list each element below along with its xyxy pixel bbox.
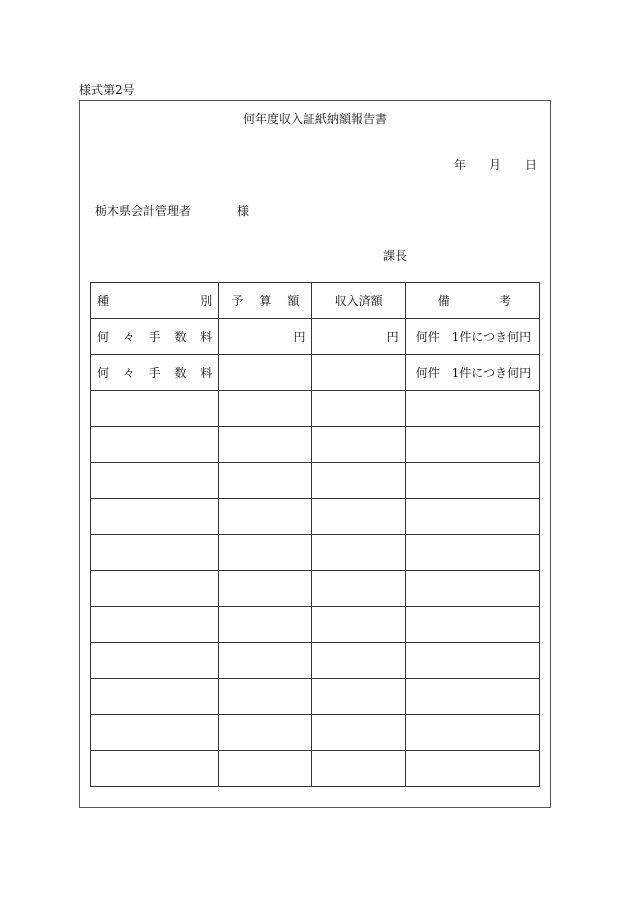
- category-char: 手: [148, 366, 161, 380]
- empty-cell: [405, 751, 539, 787]
- table-row-empty: [91, 571, 540, 607]
- empty-cell: [91, 679, 219, 715]
- empty-cell: [219, 679, 312, 715]
- table-row-empty: [91, 463, 540, 499]
- header-remarks-char: 考: [498, 294, 511, 308]
- empty-cell: [219, 571, 312, 607]
- empty-cell: [219, 751, 312, 787]
- empty-cell: [219, 463, 312, 499]
- empty-cell: [219, 607, 312, 643]
- addressee-honorific: 様: [237, 204, 250, 218]
- empty-cell: [219, 427, 312, 463]
- empty-cell: [219, 715, 312, 751]
- empty-cell: [405, 463, 539, 499]
- empty-cell: [91, 607, 219, 643]
- header-category: [91, 283, 219, 319]
- empty-cell: [91, 391, 219, 427]
- row-received: [312, 355, 405, 391]
- header-category-char: 種: [97, 294, 110, 308]
- category-char: 何: [97, 330, 110, 344]
- table-row-empty: [91, 535, 540, 571]
- header-received: 収入済額: [312, 283, 405, 319]
- row-category: [91, 355, 219, 391]
- empty-cell: [312, 643, 405, 679]
- empty-cell: [219, 643, 312, 679]
- category-char: 々: [122, 366, 135, 380]
- row-remarks: 何件 1件につき何円: [405, 319, 539, 355]
- empty-cell: [405, 571, 539, 607]
- category-char: 数: [174, 366, 187, 380]
- date-month-label: 月: [489, 158, 502, 172]
- sender-title: 課長: [383, 249, 408, 263]
- row-received: 円: [312, 319, 405, 355]
- header-remarks-char: 備: [437, 294, 450, 308]
- empty-cell: [312, 679, 405, 715]
- category-char: 料: [200, 330, 213, 344]
- empty-cell: [312, 715, 405, 751]
- date-day-label: 日: [525, 158, 538, 172]
- empty-cell: [405, 535, 539, 571]
- table-row-empty: [91, 679, 540, 715]
- date-year-label: 年: [454, 158, 467, 172]
- table-row-empty: [91, 427, 540, 463]
- header-budget: [219, 283, 312, 319]
- empty-cell: [405, 679, 539, 715]
- empty-cell: [405, 427, 539, 463]
- row-budget: [219, 355, 312, 391]
- empty-cell: [312, 571, 405, 607]
- header-category-char: 別: [200, 294, 213, 308]
- empty-cell: [91, 751, 219, 787]
- row-remarks: 何件 1件につき何円: [405, 355, 539, 391]
- ledger-table: [90, 282, 540, 787]
- empty-cell: [91, 499, 219, 535]
- table-row-empty: [91, 499, 540, 535]
- empty-cell: [312, 391, 405, 427]
- category-char: 数: [174, 330, 187, 344]
- header-budget-char: 額: [287, 294, 300, 308]
- empty-cell: [312, 499, 405, 535]
- empty-cell: [91, 643, 219, 679]
- empty-cell: [91, 571, 219, 607]
- table-row: [91, 319, 540, 355]
- empty-cell: [219, 391, 312, 427]
- table-row-empty: [91, 643, 540, 679]
- empty-cell: [405, 715, 539, 751]
- row-category: [91, 319, 219, 355]
- header-budget-char: 算: [259, 294, 272, 308]
- empty-cell: [312, 427, 405, 463]
- header-budget-char: 予: [231, 294, 244, 308]
- table-header-row: [91, 283, 540, 319]
- header-remarks: [405, 283, 539, 319]
- row-budget: 円: [219, 319, 312, 355]
- empty-cell: [91, 715, 219, 751]
- category-char: 料: [200, 366, 213, 380]
- report-title: 何年度収入証紙納額報告書: [242, 112, 387, 126]
- empty-cell: [312, 751, 405, 787]
- form-number: 様式第2号: [79, 83, 135, 97]
- empty-cell: [405, 607, 539, 643]
- empty-cell: [91, 463, 219, 499]
- table-row-empty: [91, 607, 540, 643]
- empty-cell: [219, 535, 312, 571]
- empty-cell: [312, 463, 405, 499]
- addressee-name: 栃木県会計管理者: [95, 204, 192, 218]
- report-frame: [79, 100, 551, 808]
- table-row-empty: [91, 751, 540, 787]
- empty-cell: [405, 391, 539, 427]
- table-row-empty: [91, 391, 540, 427]
- table-row: [91, 355, 540, 391]
- empty-cell: [405, 499, 539, 535]
- category-char: 々: [122, 330, 135, 344]
- table-row-empty: [91, 715, 540, 751]
- empty-cell: [91, 535, 219, 571]
- category-char: 何: [97, 366, 110, 380]
- empty-cell: [219, 499, 312, 535]
- empty-cell: [405, 643, 539, 679]
- empty-cell: [91, 427, 219, 463]
- category-char: 手: [148, 330, 161, 344]
- empty-cell: [312, 607, 405, 643]
- empty-cell: [312, 535, 405, 571]
